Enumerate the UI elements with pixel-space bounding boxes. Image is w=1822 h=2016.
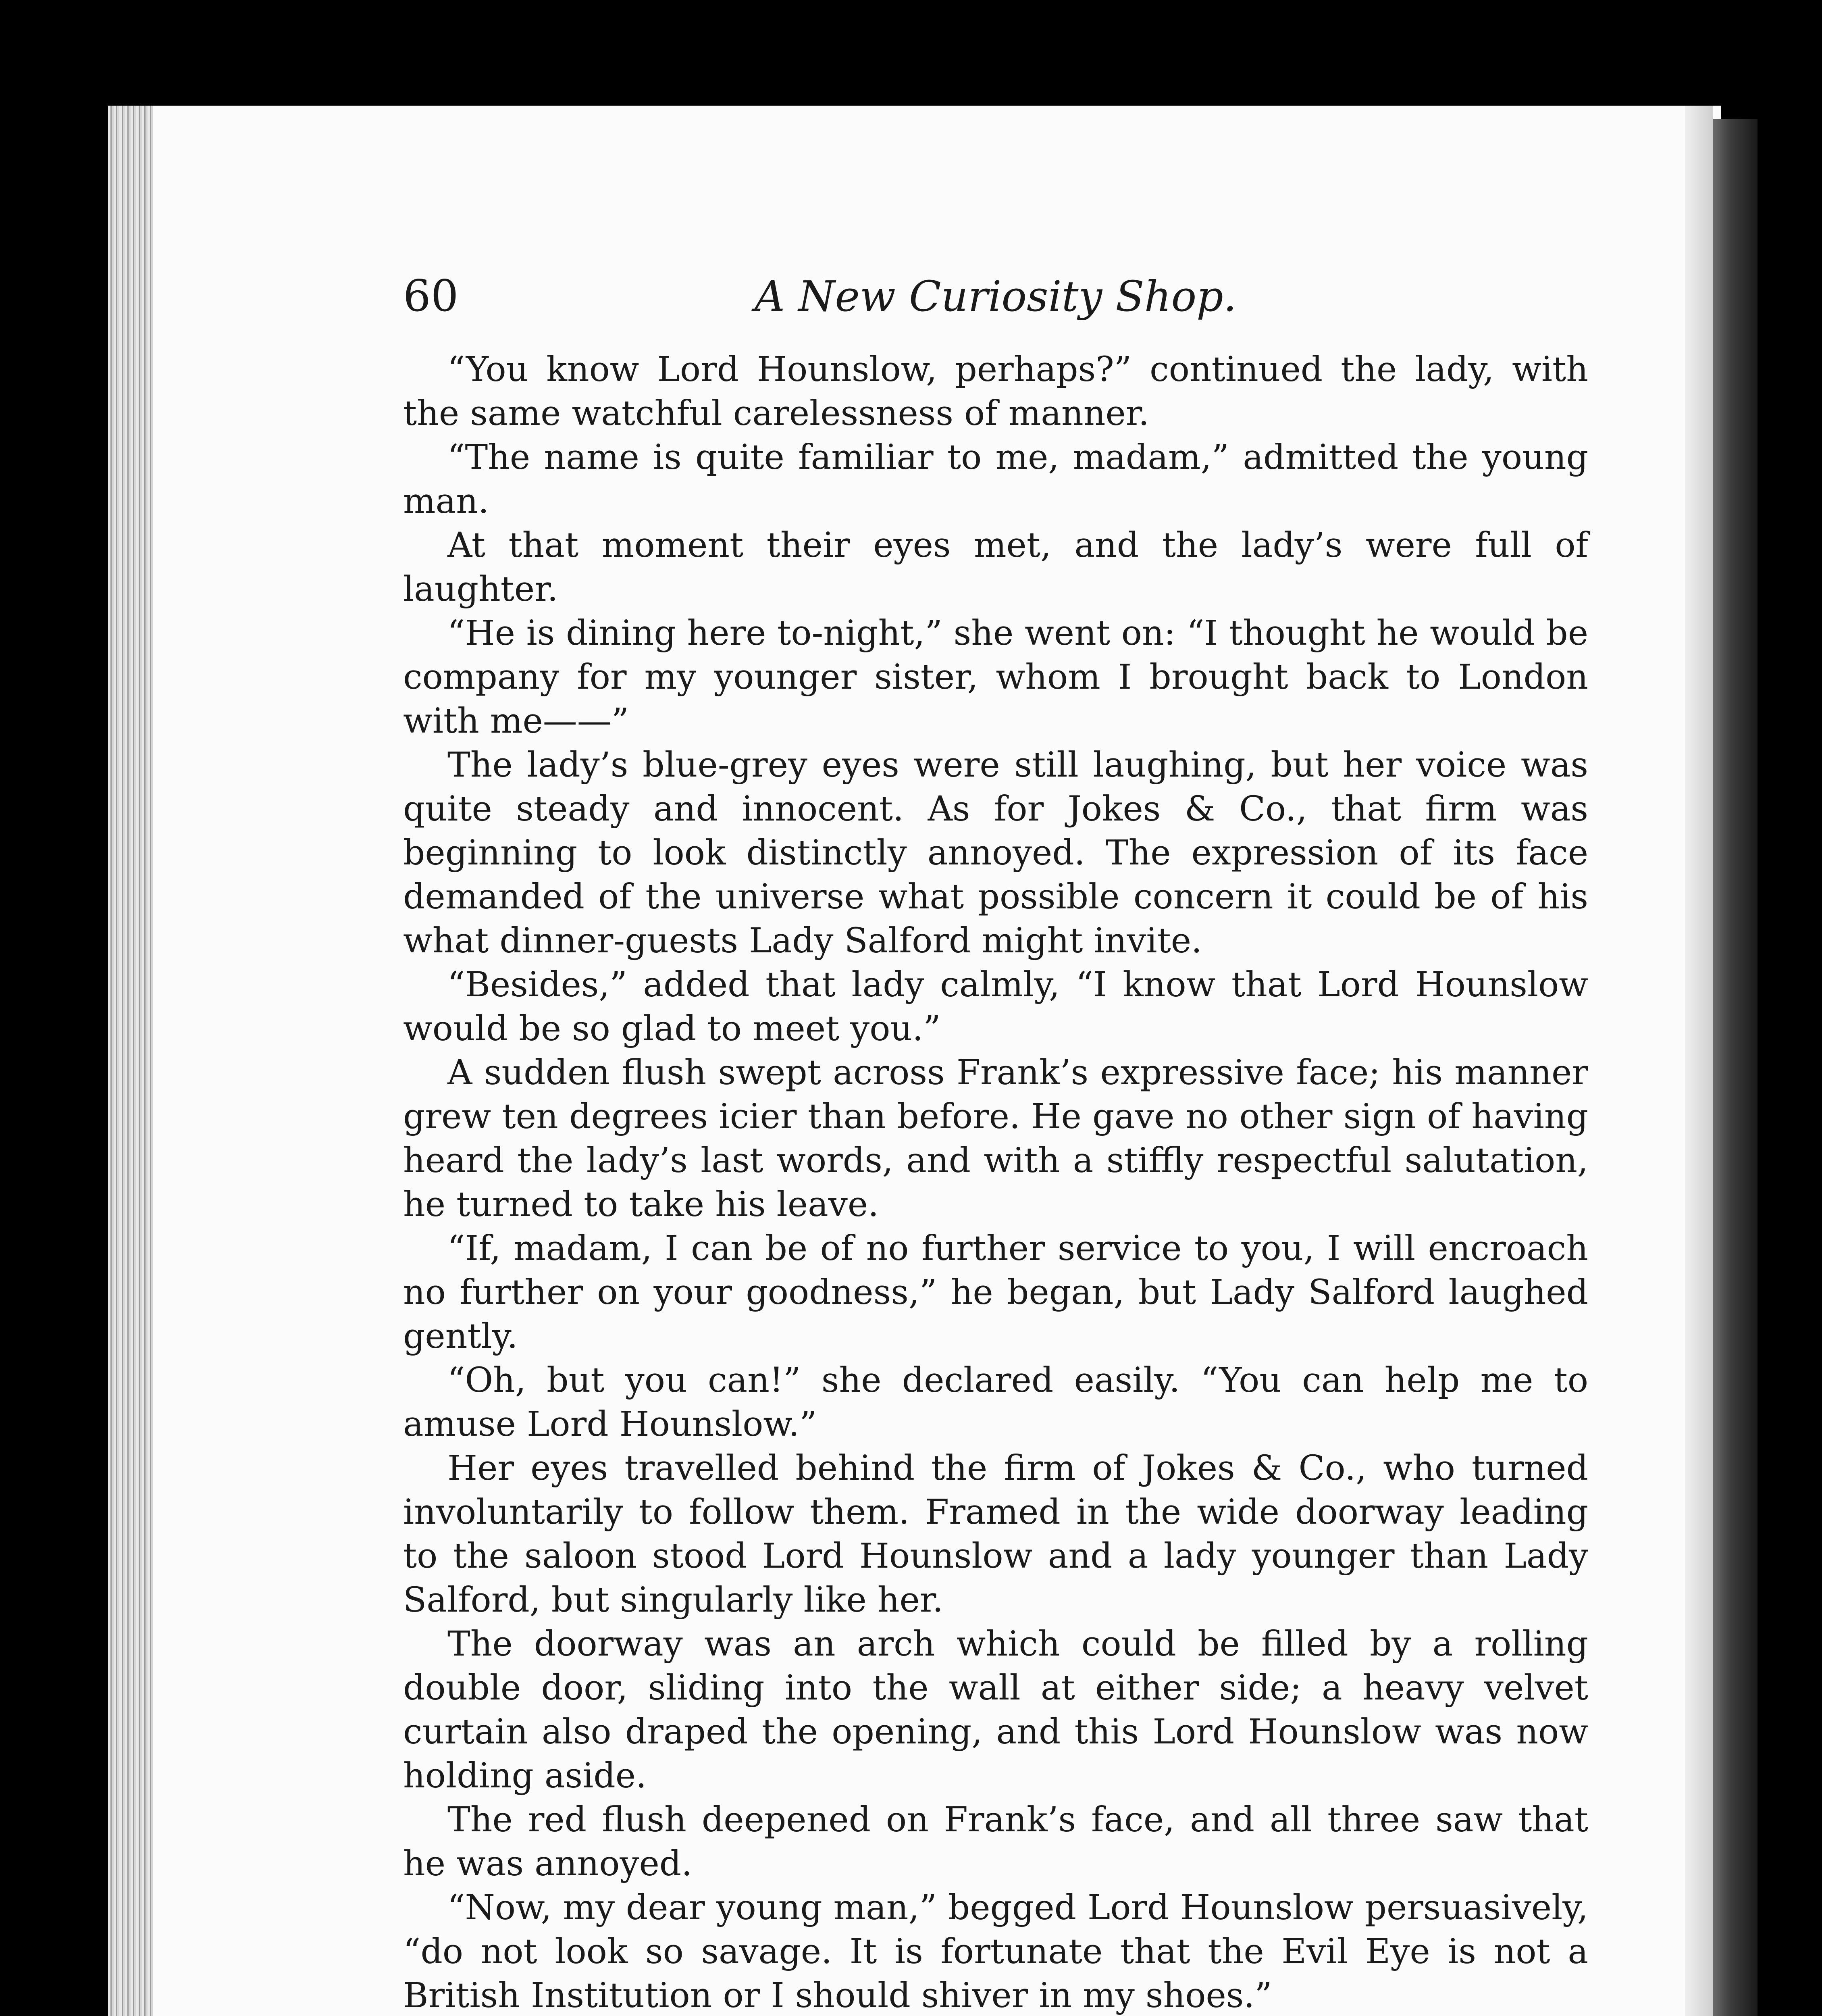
page-edges [108, 106, 153, 2016]
paragraph: “He is dining here to-night,” she went on: “I thought he would be company for my younger sister, whom I brought back to London with me——” [403, 613, 1588, 741]
paragraph: Her eyes travelled behind the firm of Jokes & Co., who turned involuntarily to follow them. Framed in the wide doorway leading to the saloon stood Lord Hounslow and a lady younger than Lady Salford, but singularly like her. [403, 1448, 1588, 1620]
book-spine-shadow [1713, 119, 1758, 2016]
page-gutter [1685, 106, 1713, 2016]
paragraph: “Besides,” added that lady calmly, “I know that Lord Hounslow would be so glad to meet you.” [403, 965, 1588, 1049]
paragraph: “Oh, but you can!” she declared easily. “You can help me to amuse Lord Hounslow.” [403, 1360, 1588, 1444]
page-header [403, 262, 1588, 331]
paragraph: “If, madam, I can be of no further service to you, I will encroach no further on your goodness,” he began, but Lady Salford laughed gently. [403, 1229, 1588, 1356]
paragraph: The red flush deepened on Frank’s face, and all three saw that he was annoyed. [403, 1800, 1588, 1884]
running-title: A New Curiosity Shop. [755, 272, 1237, 321]
paragraph: “You know Lord Hounslow, perhaps?” continued the lady, with the same watchful carelessness of manner. [403, 350, 1588, 433]
body-text [403, 348, 1588, 2016]
paragraph: The lady’s blue-grey eyes were still laughing, but her voice was quite steady and innocent. As for Jokes & Co., that firm was beginning to look distinctly annoyed. The expression of its face demanded of the universe what possible concern it could be of his what dinner-guests Lady Salford might invite. [403, 745, 1588, 961]
paragraph: A sudden flush swept across Frank’s expressive face; his manner grew ten degrees icier than before. He gave no other sign of having heard the lady’s last words, and with a stiffly respectful salutation, he turned to take his leave. [403, 1053, 1588, 1225]
paragraph: “The name is quite familiar to me, madam,” admitted the young man. [403, 437, 1588, 521]
paragraph: The doorway was an arch which could be filled by a rolling double door, sliding into the wall at either side; a heavy velvet curtain also draped the opening, and this Lord Hounslow was now holding aside. [403, 1624, 1588, 1796]
page-number: 60 [403, 271, 459, 321]
paragraph: At that moment their eyes met, and the lady’s were full of laughter. [403, 525, 1588, 609]
paragraph: “Now, my dear young man,” begged Lord Hounslow persuasively, “do not look so savage. It is fortunate that the Evil Eye is not a British Institution or I should shiver in my shoes.” [403, 1888, 1588, 2016]
